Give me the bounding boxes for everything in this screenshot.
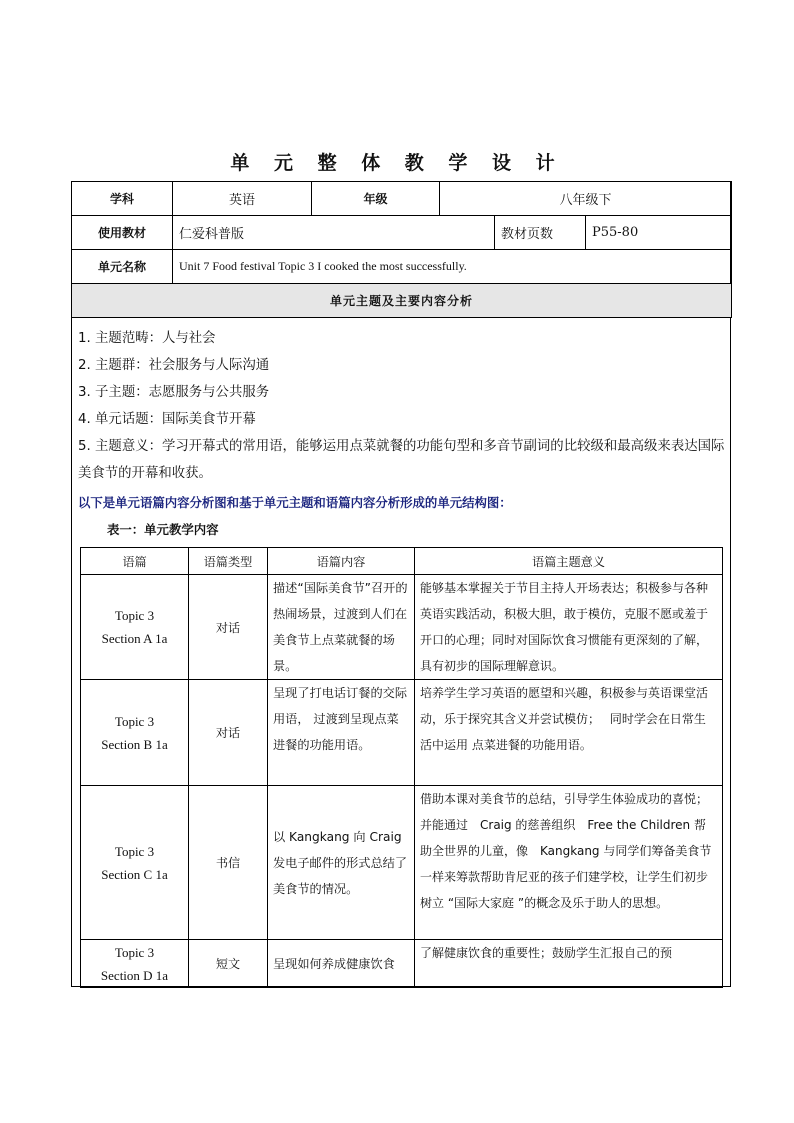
type-cell: 短文 (189, 940, 268, 988)
type-cell: 对话 (189, 680, 268, 786)
type-cell: 对话 (189, 575, 268, 680)
analysis-section-title: 单元主题及主要内容分析 (72, 284, 732, 318)
section-name: Section B 1a (101, 736, 168, 752)
section-cell (81, 940, 189, 988)
table-row (81, 680, 723, 786)
content-cell: 描述“国际美食节”召开的热闹场景，过渡到人们在美食节上点菜就餐的场景。 (268, 575, 415, 680)
document-title: 单 元 整 体 教 学 设 计 (230, 152, 564, 174)
col-header: 语篇 (81, 548, 189, 575)
section-name: Section C 1a (101, 866, 168, 882)
analysis-item: 4. 单元话题：国际美食节开幕 (78, 412, 256, 427)
structure-intro: 以下是单元语篇内容分析图和基于单元主题和语篇内容分析形成的单元结构图： (78, 495, 512, 510)
section-cell (81, 680, 189, 786)
col-header: 语篇类型 (189, 548, 268, 575)
analysis-item: 5. 主题意义：学习开幕式的常用语，能够运用点菜就餐的功能句型和多音节副词的比较级和最高级来表达国际美食节的开幕和收获。 (78, 439, 725, 481)
analysis-item: 1. 主题范畴：人与社会 (78, 331, 216, 346)
content-cell: 呈现如何养成健康饮食 (268, 940, 415, 988)
pages-label: 教材页数 (495, 216, 586, 250)
section-cell (81, 575, 189, 680)
textbook-value: 仁爱科普版 (173, 216, 495, 250)
table-row (81, 575, 723, 680)
section-topic: Topic 3 (114, 713, 155, 729)
content-table (80, 547, 723, 988)
textbook-label: 使用教材 (72, 216, 173, 250)
col-header: 语篇内容 (268, 548, 415, 575)
meaning-cell: 培养学生学习英语的愿望和兴趣，积极参与英语课堂活动，乐于探究其含义并尝试模仿； 同时学会在日常生活中运用 点菜进餐的功能用语。 (415, 680, 723, 786)
section-topic: Topic 3 (114, 608, 155, 623)
col-header: 语篇主题意义 (415, 548, 723, 575)
content-cell: 呈现了打电话订餐的交际用语， 过渡到呈现点菜进餐的功能用语。 (268, 680, 415, 786)
unit-value: Unit 7 Food festival Topic 3 I cooked the most successfully. (173, 250, 732, 284)
analysis-item: 2. 主题群：社会服务与人际沟通 (78, 358, 270, 373)
table-caption: 表一：单元教学内容 (107, 522, 219, 537)
analysis-item: 3. 子主题：志愿服务与公共服务 (78, 385, 270, 400)
table-row (81, 940, 723, 988)
section-cell (81, 786, 189, 940)
section-name: Section A 1a (101, 631, 168, 646)
meaning-cell: 借助本课对美食节的总结，引导学生体验成功的喜悦；并能通过 Craig 的慈善组织 Free the Children 帮助全世界的儿童，像 Kangkang 与同学们筹备美食节一样来筹款帮助肯尼亚的孩子们建学校，让学生们初步树立 “国际大家庭 ”的概念及乐于助人的思想。 (415, 786, 723, 940)
subject-value: 英语 (173, 182, 312, 216)
meaning-cell: 了解健康饮食的重要性；鼓励学生汇报自己的预 (415, 940, 723, 988)
grade-value: 八年级下 (440, 182, 732, 216)
grade-label: 年级 (312, 182, 440, 216)
meaning-cell: 能够基本掌握关于节目主持人开场表达；积极参与各种英语实践活动，积极大胆，敢于模仿，克服不愿或羞于开口的心理；同时对国际饮食习惯能有更深刻的了解，具有初步的国际理解意识。 (415, 575, 723, 680)
subject-label: 学科 (72, 182, 173, 216)
pages-value: P55-80 (586, 216, 732, 250)
unit-label: 单元名称 (72, 250, 173, 284)
analysis-list (78, 325, 728, 487)
type-cell: 书信 (189, 786, 268, 940)
section-topic: Topic 3 (114, 944, 155, 960)
table-header-row (81, 548, 723, 575)
content-cell: 以 Kangkang 向 Craig 发电子邮件的形式总结了美食节的情况。 (268, 786, 415, 940)
section-topic: Topic 3 (114, 843, 155, 859)
header-table (71, 181, 732, 318)
table-row (81, 786, 723, 940)
section-name: Section D 1a (100, 967, 169, 983)
